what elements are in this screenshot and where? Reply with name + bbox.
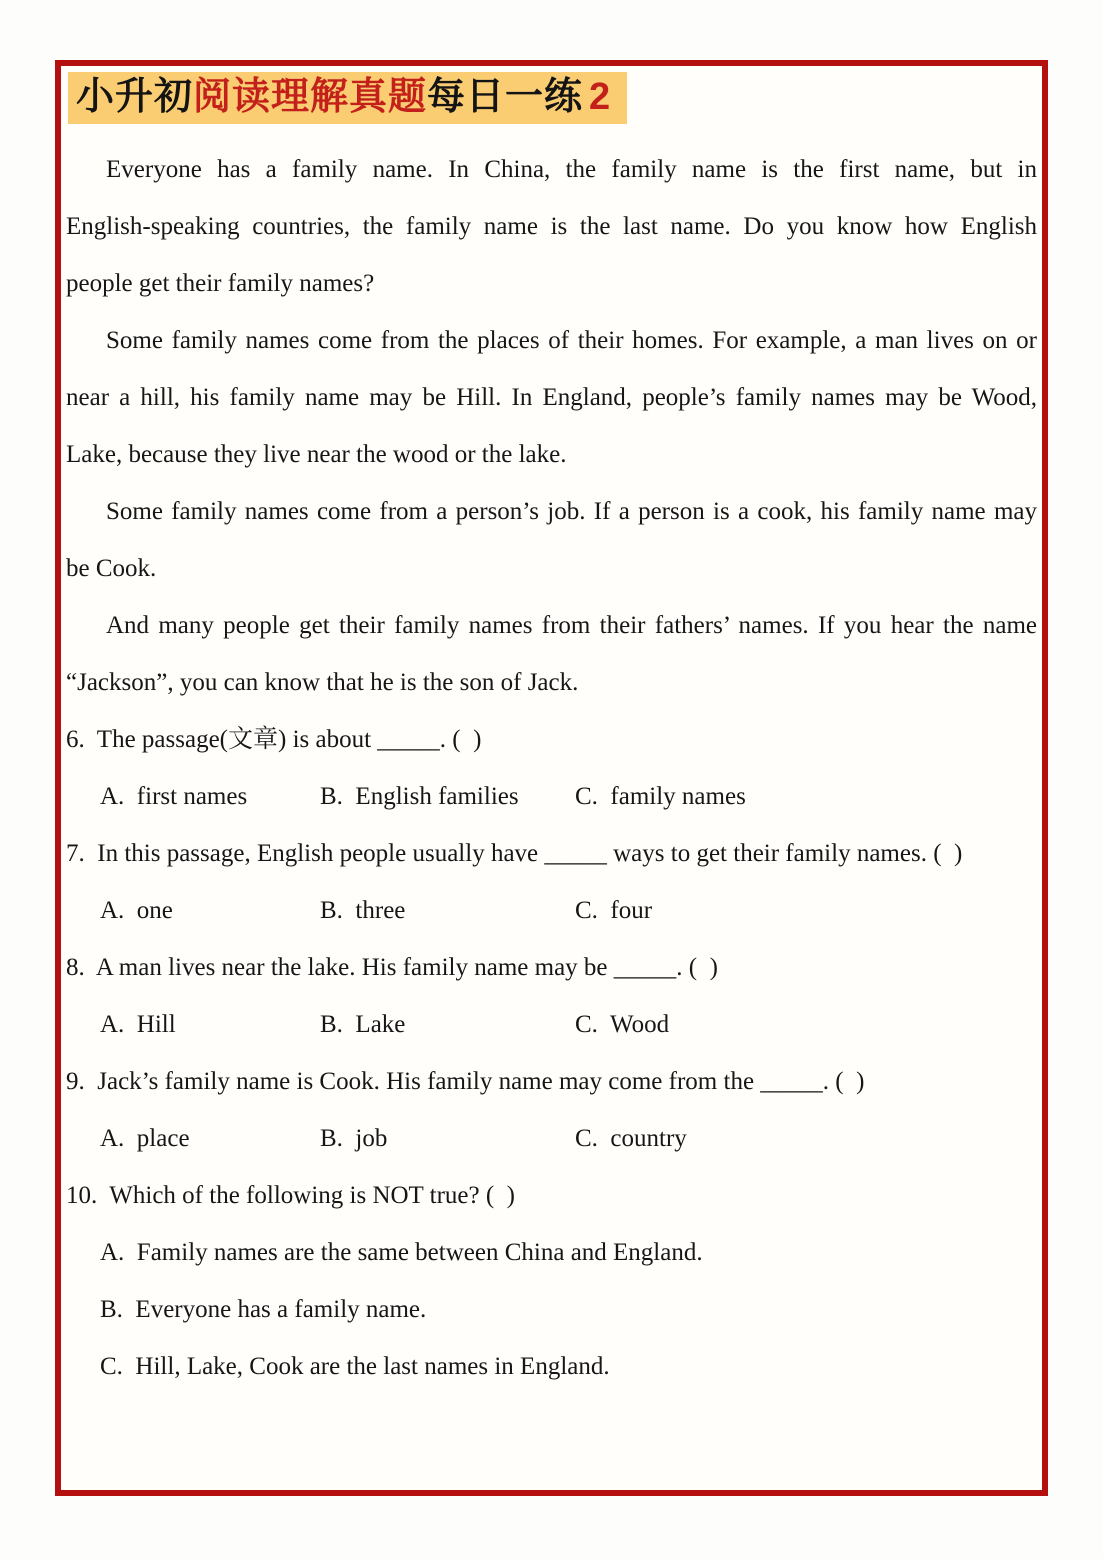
question-8-stem: 8. A man lives near the lake. His family name may be _____. ( ) xyxy=(66,954,718,981)
title-segment-black-1: 小升初 xyxy=(76,76,194,118)
question-7-options xyxy=(66,882,1037,939)
passage-line: Everyone has a family name. In China, the family name is the first name, but in xyxy=(106,156,1037,183)
question-9-stem: 9. Jack’s family name is Cook. His family name may come from the _____. ( ) xyxy=(66,1068,865,1095)
title-segment-red-1: 阅读理解真题 xyxy=(193,76,428,118)
passage-line: Some family names come from a person’s job. If a person is a cook, his family name may xyxy=(106,498,1037,525)
question-9-option-a: A. place xyxy=(100,1125,190,1152)
question-8-option-c: C. Wood xyxy=(575,1011,670,1038)
passage-line: Lake, because they live near the wood or the lake. xyxy=(66,441,567,468)
question-6-stem: 6. The passage(文章) is about _____. ( ) xyxy=(66,726,482,753)
question-8-option-b: B. Lake xyxy=(320,1011,406,1038)
question-9-option-c: C. country xyxy=(575,1125,687,1152)
question-6-option-c: C. family names xyxy=(575,783,746,810)
question-7-option-a: A. one xyxy=(100,897,173,924)
title-segment-black-2: 每日一练 xyxy=(427,76,584,118)
question-7 xyxy=(66,825,1037,939)
worksheet-frame xyxy=(55,60,1048,1496)
question-7-stem: 7. In this passage, English people usually have _____ ways to get their family names. ( ) xyxy=(66,840,963,867)
question-6-option-a: A. first names xyxy=(100,783,248,810)
question-6 xyxy=(66,711,1037,825)
question-list xyxy=(66,711,1037,1395)
question-7-option-b: B. three xyxy=(320,897,406,924)
question-10-stem: 10. Which of the following is NOT true? ( ) xyxy=(66,1182,515,1209)
passage-line: And many people get their family names from their fathers’ names. If you hear the name xyxy=(106,612,1037,639)
question-8-option-a: A. Hill xyxy=(100,1011,176,1038)
question-10-option-a: A. Family names are the same between China and England. xyxy=(100,1239,703,1266)
question-7-option-c: C. four xyxy=(575,897,653,924)
question-8 xyxy=(66,939,1037,1053)
question-10-option-b: B. Everyone has a family name. xyxy=(100,1296,427,1323)
passage-line: people get their family names? xyxy=(66,270,375,297)
question-8-options xyxy=(66,996,1037,1053)
title-banner xyxy=(68,72,627,124)
question-9-options xyxy=(66,1110,1037,1167)
question-6-options xyxy=(66,768,1037,825)
question-9 xyxy=(66,1053,1037,1167)
passage-line: English-speaking countries, the family name is the last name. Do you know how English xyxy=(66,213,1037,240)
question-6-option-b: B. English families xyxy=(320,783,519,810)
reading-passage xyxy=(66,141,1037,711)
passage-line: “Jackson”, you can know that he is the son of Jack. xyxy=(66,669,579,696)
passage-line: near a hill, his family name may be Hill. In England, people’s family names may be Wood, xyxy=(66,384,1037,411)
title-issue-number: 2 xyxy=(589,76,612,118)
question-10 xyxy=(66,1167,1037,1395)
passage-line: Some family names come from the places of their homes. For example, a man lives on or xyxy=(106,327,1037,354)
passage-line: be Cook. xyxy=(66,555,157,582)
question-10-option-c: C. Hill, Lake, Cook are the last names in England. xyxy=(100,1353,610,1380)
question-9-option-b: B. job xyxy=(320,1125,388,1152)
